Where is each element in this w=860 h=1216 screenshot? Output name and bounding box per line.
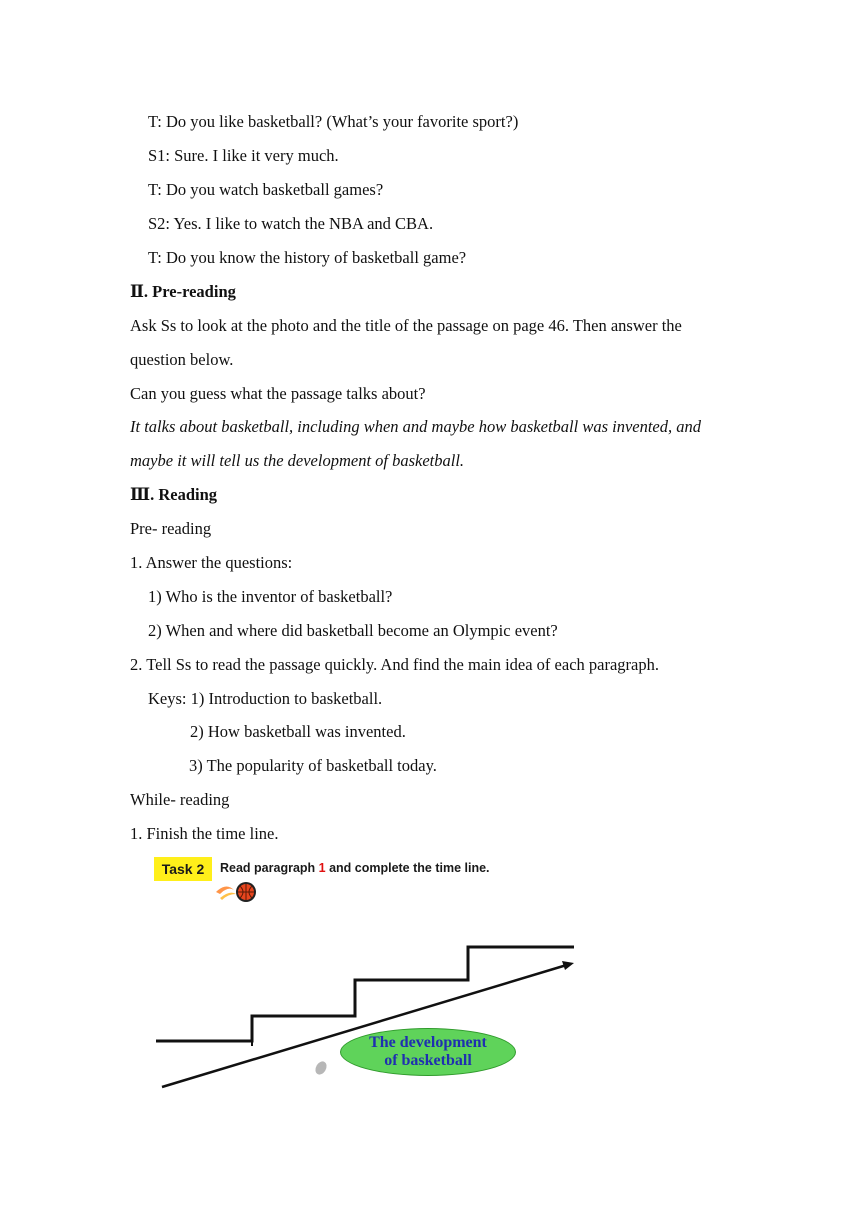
dialogue-line-1: T: Do you like basketball? (What’s your favorite sport?) (148, 112, 519, 131)
section-2-numeral: Ⅱ (130, 282, 144, 301)
staircase-timeline (150, 930, 590, 1100)
while-reading-label: While- reading (130, 790, 230, 809)
section-3-heading (130, 485, 217, 505)
task-text-after: and complete the time line. (325, 861, 490, 875)
dialogue-line-3: T: Do you watch basketball games? (148, 180, 384, 199)
section-2-instruction-1: Ask Ss to look at the photo and the title of the passage on page 46. Then answer the (130, 316, 682, 335)
flaming-basketball-icon (214, 872, 258, 904)
dialogue-line-2: S1: Sure. I like it very much. (148, 146, 339, 165)
task-instruction (220, 857, 490, 879)
development-label-line-2: of basketball (384, 1052, 472, 1069)
development-label-line-1: The development (369, 1034, 487, 1051)
question-1: 1) Who is the inventor of basketball? (148, 587, 393, 606)
section-3-title: . Reading (150, 485, 218, 504)
section-3-numeral: Ⅲ (130, 485, 151, 504)
while-step-1: 1. Finish the time line. (130, 824, 279, 843)
section-2-heading (130, 282, 236, 302)
key-3: 3) The popularity of basketball today. (189, 756, 437, 775)
pre-reading-label: Pre- reading (130, 519, 212, 538)
key-1: Keys: 1) Introduction to basketball. (148, 689, 383, 708)
task-text-number: 1 (318, 861, 326, 875)
task-label: Task 2 (154, 857, 212, 881)
section-2-question: Can you guess what the passage talks about? (130, 384, 426, 403)
section-2-instruction-2: question below. (130, 350, 234, 369)
section-2-title: . Pre-reading (143, 282, 236, 301)
dialogue-line-5: T: Do you know the history of basketball game? (148, 248, 467, 267)
section-2-answer-2: maybe it will tell us the development of basketball. (130, 451, 465, 470)
timeline-diagram (150, 930, 590, 1100)
step-2: 2. Tell Ss to read the passage quickly. And find the main idea of each paragraph. (130, 655, 659, 674)
key-2: 2) How basketball was invented. (190, 722, 406, 741)
task-text-before: Read paragraph (220, 861, 319, 875)
task-banner (154, 854, 574, 904)
section-2-answer-1: It talks about basketball, including when and maybe how basketball was invented, and (130, 417, 702, 436)
question-2: 2) When and where did basketball become an Olympic event? (148, 621, 558, 640)
step-1: 1. Answer the questions: (130, 553, 293, 572)
development-label (340, 1028, 516, 1076)
dialogue-line-4: S2: Yes. I like to watch the NBA and CBA. (148, 214, 434, 233)
